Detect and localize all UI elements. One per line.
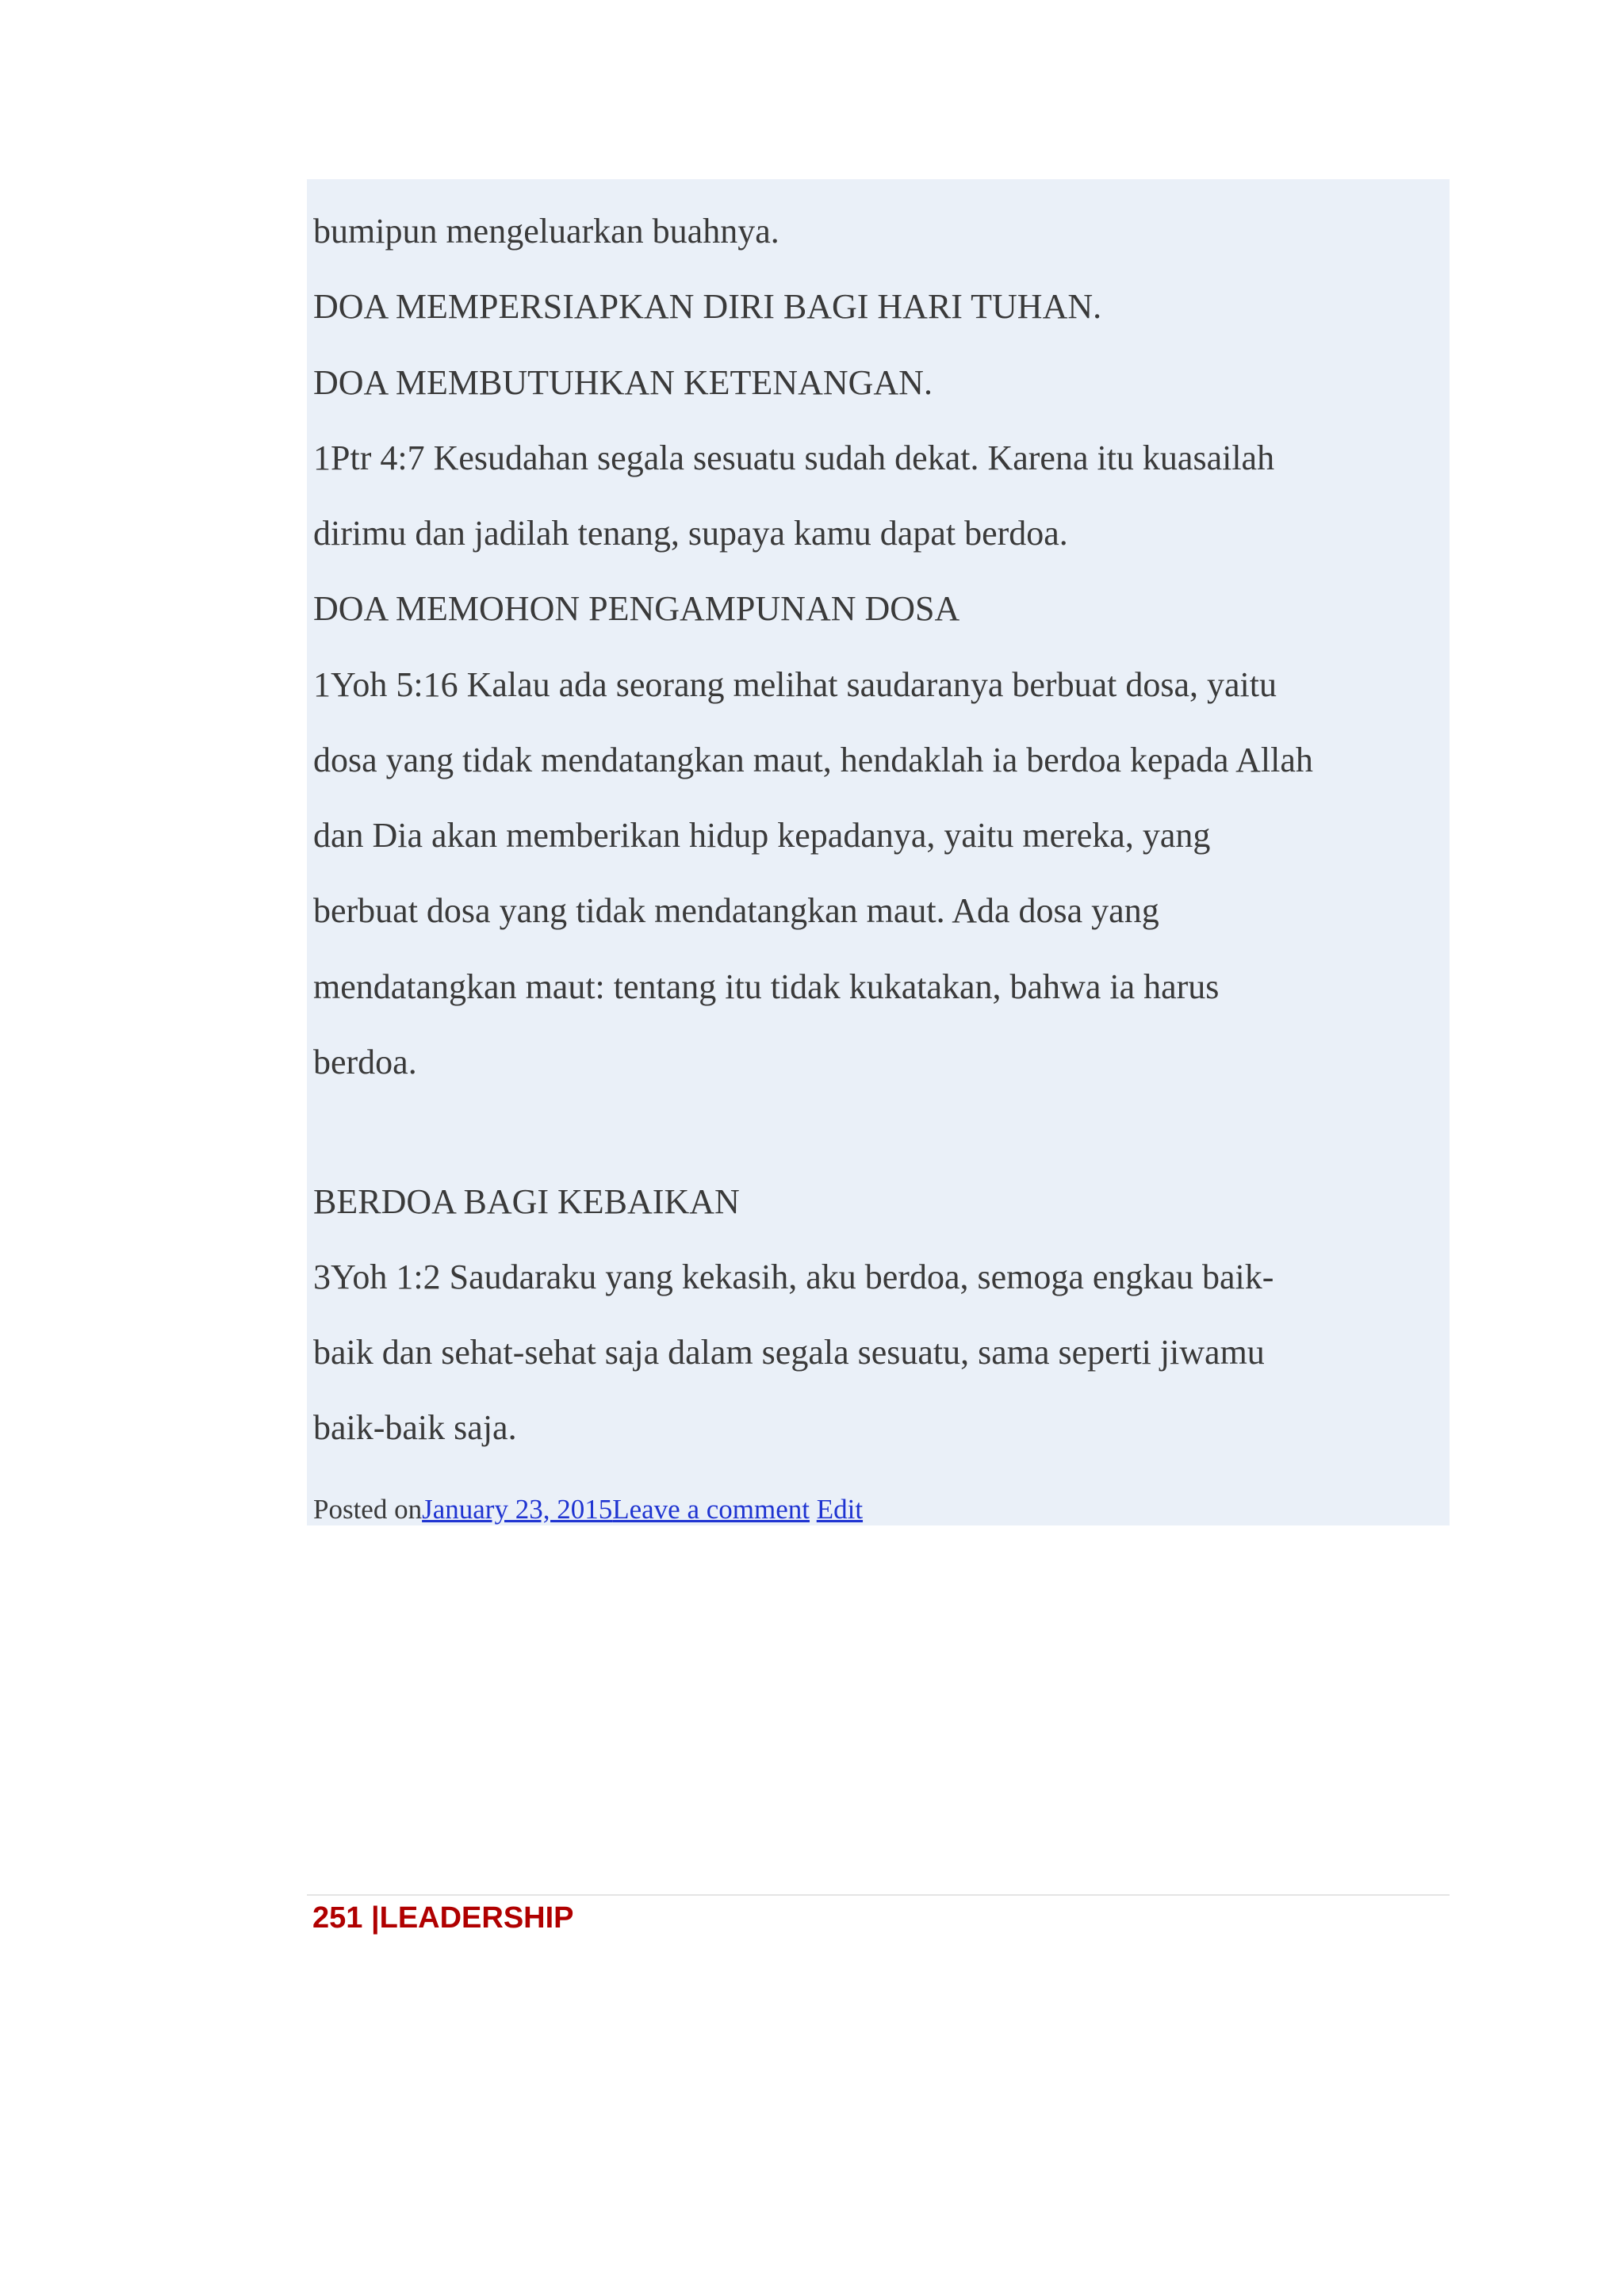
post-meta xyxy=(313,1495,863,1523)
text-line: dan Dia akan memberikan hidup kepadanya, yaitu mereka, yang xyxy=(313,816,1211,855)
text-line: 3Yoh 1:2 Saudaraku yang kekasih, aku berdoa, semoga engkau baik- xyxy=(313,1258,1274,1296)
text-line: dosa yang tidak mendatangkan maut, hendaklah ia berdoa kepada Allah xyxy=(313,741,1313,779)
page-number: 251 xyxy=(312,1901,363,1935)
section-heading: BERDOA BAGI KEBAIKAN xyxy=(313,1182,740,1221)
section-heading: DOA MEMOHON PENGAMPUNAN DOSA xyxy=(313,589,960,628)
text-line: baik-baik saja. xyxy=(313,1408,517,1447)
text-line: baik dan sehat-sehat saja dalam segala sesuatu, sama seperti jiwamu xyxy=(313,1333,1265,1372)
text-line: dirimu dan jadilah tenang, supaya kamu dapat berdoa. xyxy=(313,514,1068,553)
text-line: 1Ptr 4:7 Kesudahan segala sesuatu sudah dekat. Karena itu kuasailah xyxy=(313,438,1275,477)
section-heading: DOA MEMPERSIAPKAN DIRI BAGI HARI TUHAN. xyxy=(313,287,1102,326)
footer-divider xyxy=(307,1894,1450,1896)
footer-separator: | xyxy=(362,1901,380,1935)
text-line: berdoa. xyxy=(313,1043,417,1081)
text-line: mendatangkan maut: tentang itu tidak kukatakan, bahwa ia harus xyxy=(313,967,1220,1006)
leave-comment-link[interactable]: Leave a comment xyxy=(612,1494,810,1525)
section-heading: DOA MEMBUTUHKAN KETENANGAN. xyxy=(313,363,933,402)
text-line: bumipun mengeluarkan buahnya. xyxy=(313,212,779,251)
page-footer xyxy=(312,1903,574,1933)
text-line: berbuat dosa yang tidak mendatangkan maut. Ada dosa yang xyxy=(313,891,1159,930)
edit-link[interactable]: Edit xyxy=(816,1494,864,1525)
post-content xyxy=(307,179,1450,1525)
posted-label: Posted on xyxy=(313,1494,423,1525)
text-line: 1Yoh 5:16 Kalau ada seorang melihat saudaranya berbuat dosa, yaitu xyxy=(313,665,1277,704)
post-date-link[interactable]: January 23, 2015 xyxy=(422,1494,613,1525)
footer-section-title: LEADERSHIP xyxy=(379,1901,574,1935)
